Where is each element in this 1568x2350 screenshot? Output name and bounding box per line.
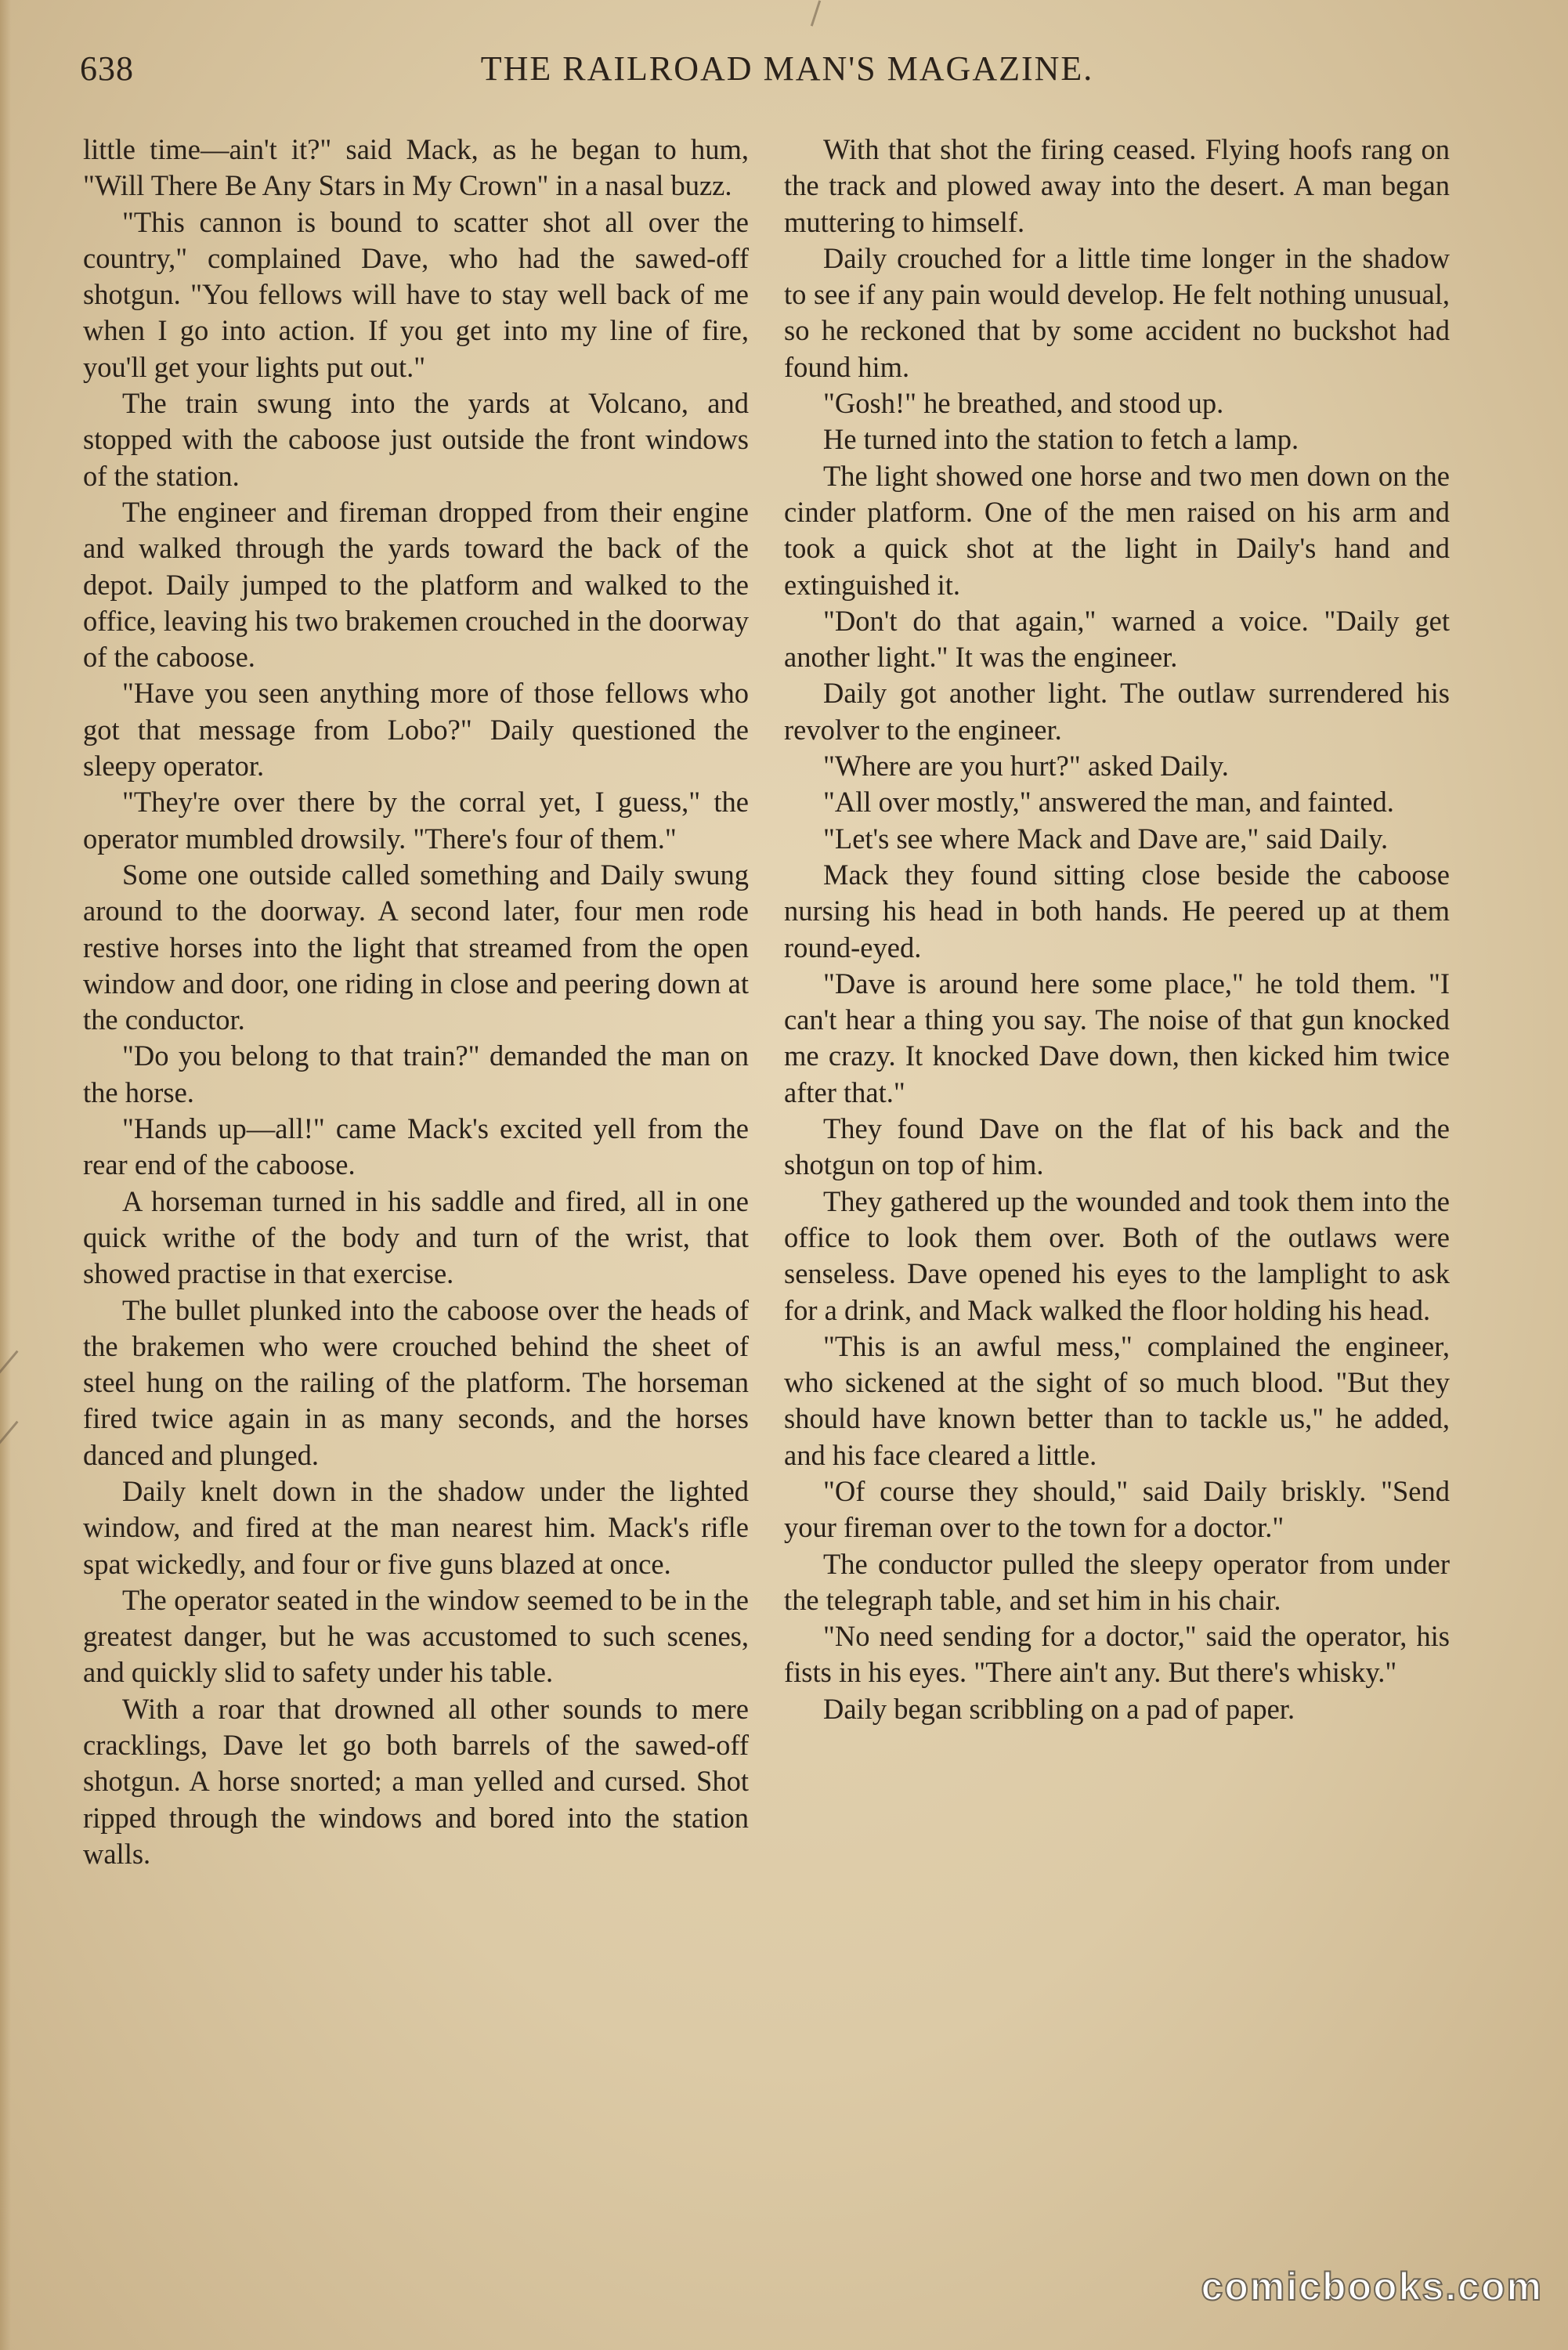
paragraph: He turned into the station to fetch a lamp.	[823, 423, 1299, 456]
paragraph: "Have you seen anything more of those fellows who got that message from Lobo?" Daily questioned the sleepy operator.	[83, 677, 749, 783]
paragraph: Daily began scribbling on a pad of paper.	[823, 1692, 1295, 1725]
page-header	[70, 49, 1504, 103]
page-edge-shadow	[0, 0, 11, 2350]
paragraph: The operator seated in the window seemed to be in the greatest danger, but he was accustomed to such scenes, and quickly slid to safety under his table.	[83, 1583, 749, 1689]
paragraph: "Let's see where Mack and Dave are," said Daily.	[823, 822, 1389, 855]
paragraph: "Gosh!" he breathed, and stood up.	[823, 387, 1224, 420]
paragraph: The conductor pulled the sleepy operator from under the telegraph table, and set him in his chair.	[784, 1547, 1450, 1616]
paragraph: The light showed one horse and two men down on the cinder platform. One of the men raised on his arm and took a quick shot at the light in Daily's hand and extinguished it.	[784, 459, 1450, 601]
paragraph: Daily crouched for a little time longer in the shadow to see if any pain would develop. He felt nothing unusual, so he reckoned that by some accident no buckshot had found him.	[784, 241, 1450, 383]
paragraph: "This cannon is bound to scatter shot all over the country," complained Dave, who had the sawed-off shotgun. "You fellows will have to stay well back of me when I go into action. If you get into my line of fire, you'll get your lights put out."	[83, 205, 749, 383]
running-head: THE RAILROAD MAN'S MAGAZINE.	[480, 49, 1094, 88]
left-column	[83, 132, 749, 1872]
paragraph: Daily knelt down in the shadow under the lighted window, and fired at the man nearest him. Mack's rifle spat wickedly, and four or five guns blazed at once.	[83, 1474, 749, 1580]
pencil-mark	[811, 0, 821, 26]
paragraph: The train swung into the yards at Volcano, and stopped with the caboose just outside the front windows of the station.	[83, 387, 749, 492]
paragraph: "Do you belong to that train?" demanded the man on the horse.	[83, 1039, 749, 1108]
paragraph: "Hands up—all!" came Mack's excited yell from the rear end of the caboose.	[83, 1112, 749, 1181]
paragraph: With a roar that drowned all other sounds to mere cracklings, Dave let go both barrels of the sawed-off shotgun. A horse snorted; a man yelled and cursed. Shot ripped through the windows and bored into the station walls.	[83, 1692, 749, 1870]
right-column	[784, 132, 1450, 1727]
paragraph: "Dave is around here some place," he told them. "I can't hear a thing you say. The noise of that gun knocked me crazy. It knocked Dave down, then kicked him twice after that."	[784, 967, 1450, 1108]
paragraph: "Don't do that again," warned a voice. "Daily get another light." It was the engineer.	[784, 604, 1450, 674]
paragraph: "Of course they should," said Daily briskly. "Send your fireman over to the town for a doctor."	[784, 1474, 1450, 1544]
paragraph: They found Dave on the flat of his back and the shotgun on top of him.	[784, 1112, 1450, 1181]
paragraph: The bullet plunked into the caboose over the heads of the brakemen who were crouched behind the sheet of steel hung on the railing of the platform. The horseman fired twice again in as many seconds, and the horses danced and plunged.	[83, 1293, 749, 1471]
paragraph: They gathered up the wounded and took them into the office to look them over. Both of the outlaws were senseless. Dave opened his eyes to the lamplight to ask for a drink, and Mack walked the floor holding his head.	[784, 1184, 1450, 1326]
paragraph: "No need sending for a doctor," said the operator, his fists in his eyes. "There ain't any. But there's whisky."	[784, 1620, 1450, 1689]
paragraph: "This is an awful mess," complained the engineer, who sickened at the sight of so much blood. "But they should have known better than to tackle us," he added, and his face cleared a little.	[784, 1329, 1450, 1471]
paragraph: "All over mostly," answered the man, and fainted.	[823, 786, 1394, 819]
paragraph: Daily got another light. The outlaw surrendered his revolver to the engineer.	[784, 677, 1450, 746]
paragraph: Mack they found sitting close beside the caboose nursing his head in both hands. He peered up at them round-eyed.	[784, 858, 1450, 964]
page-number: 638	[80, 49, 134, 88]
paragraph: The engineer and fireman dropped from their engine and walked through the yards toward the back of the depot. Daily jumped to the platform and walked to the office, leaving his two brakemen crouched in the doorway of the caboose.	[83, 495, 749, 674]
paragraph: "Where are you hurt?" asked Daily.	[823, 750, 1229, 783]
paragraph: A horseman turned in his saddle and fired, all in one quick writhe of the body and turn of the wrist, that showed practise in that exercise.	[83, 1184, 749, 1290]
paragraph: "They're over there by the corral yet, I guess," the operator mumbled drowsily. "There's four of them."	[83, 786, 749, 855]
paragraph: little time—ain't it?" said Mack, as he began to hum, "Will There Be Any Stars in My Crown" in a nasal buzz.	[83, 133, 749, 202]
paragraph: Some one outside called something and Daily swung around to the doorway. A second later, four men rode restive horses into the light that streamed from the open window and door, one riding in close and peering down at the conductor.	[83, 858, 749, 1036]
paragraph: With that shot the firing ceased. Flying hoofs rang on the track and plowed away into the desert. A man began muttering to himself.	[784, 133, 1450, 238]
watermark: comicbooks.com	[1201, 2265, 1543, 2308]
